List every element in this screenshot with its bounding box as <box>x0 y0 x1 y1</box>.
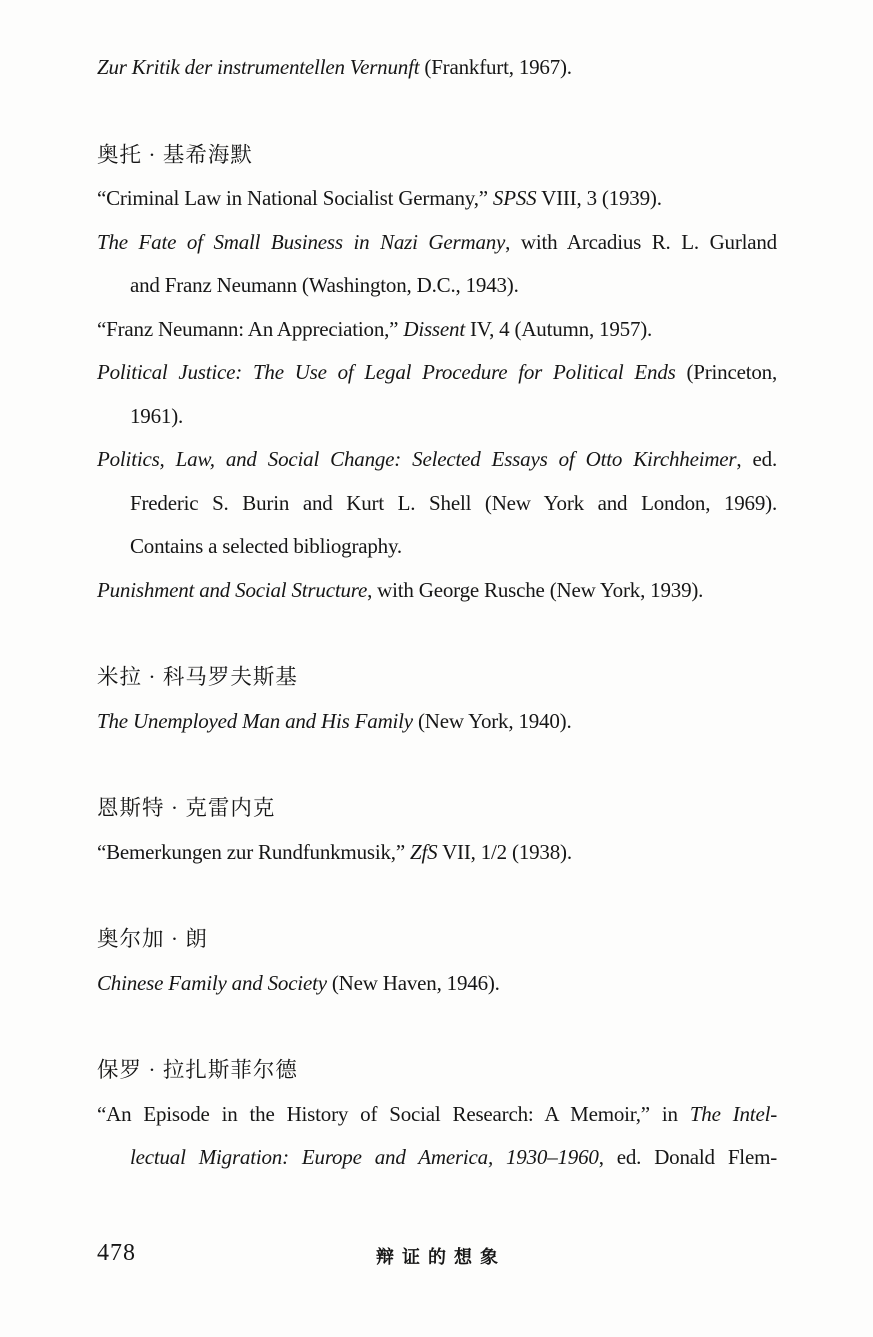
bib-text: VIII, 3 (1939). <box>536 186 662 210</box>
work-title: The Intel- <box>689 1101 777 1126</box>
bib-text: (Princeton, <box>675 360 777 384</box>
bib-entry-line <box>97 308 777 352</box>
bib-entry-line <box>97 569 777 613</box>
bib-text: “Criminal Law in National Socialist Germany,” <box>97 186 493 210</box>
bib-text: 1961). <box>130 403 184 428</box>
bib-text: Contains a selected bibliography. <box>130 534 402 558</box>
journal-title: ZfS <box>410 839 438 864</box>
bib-text: , ed. <box>736 447 777 471</box>
bib-entry-line <box>97 221 777 265</box>
page-footer <box>97 1240 777 1284</box>
bib-text: VII, 1/2 (1938). <box>437 839 572 864</box>
bib-entry-line <box>97 1136 777 1180</box>
page-number: 478 <box>97 1239 136 1266</box>
bib-entry-line <box>97 264 777 308</box>
bib-text: Frederic S. Burin and Kurt L. Shell (New York and London, 1969). <box>130 490 777 515</box>
journal-title: Dissent <box>403 316 465 341</box>
author-heading-komarovsky: 米拉 · 科马罗夫斯基 <box>97 665 298 689</box>
bib-text: “Bemerkungen zur Rundfunkmusik,” <box>97 839 410 864</box>
bib-entry-line <box>97 1093 777 1137</box>
bib-text: IV, 4 (Autumn, 1957). <box>464 316 653 341</box>
bib-text: , with Arcadius R. L. Gurland <box>505 229 777 254</box>
work-title: Zur Kritik der instrumentellen Vernunft <box>97 55 420 79</box>
bib-entry-line <box>97 482 777 526</box>
author-heading-krenek: 恩斯特 · 克雷内克 <box>97 796 276 820</box>
bib-text: , with George Rusche (New York, 1939). <box>367 577 704 602</box>
bib-entry-line <box>97 525 777 569</box>
author-heading-kirchheimer: 奥托 · 基希海默 <box>97 142 253 167</box>
running-title: 辩证的想象 <box>376 1246 506 1267</box>
bib-text: , ed. Donald Flem- <box>598 1145 777 1169</box>
bib-entry-line <box>97 351 777 395</box>
work-title: lectual Migration: Europe and America, 1930–1960 <box>130 1145 599 1169</box>
bib-entry-line <box>97 177 777 221</box>
bib-entry-line <box>97 831 777 875</box>
work-title: Political Justice: The Use of Legal Procedure for Political Ends <box>97 360 676 384</box>
bibliography-page-content <box>97 46 777 1284</box>
work-title: Politics, Law, and Social Change: Selected Essays of Otto Kirchheimer <box>97 447 737 471</box>
author-heading-lazarsfeld: 保罗 · 拉扎斯菲尔德 <box>97 1058 298 1082</box>
bib-text: (Frankfurt, 1967). <box>419 55 572 79</box>
bib-text: “An Episode in the History of Social Research: A Memoir,” in <box>97 1101 690 1126</box>
bib-text: (New Haven, 1946). <box>326 970 500 995</box>
bib-text: “Franz Neumann: An Appreciation,” <box>97 316 404 341</box>
bib-entry-line <box>97 46 777 90</box>
bib-entry-line <box>97 395 777 439</box>
journal-title: SPSS <box>492 186 537 210</box>
author-heading-lang: 奥尔加 · 朗 <box>97 927 208 951</box>
bib-text: (New York, 1940). <box>412 708 572 733</box>
bib-entry-line <box>97 700 777 744</box>
work-title: The Fate of Small Business in Nazi Germany <box>97 229 506 254</box>
work-title: Punishment and Social Structure <box>97 577 368 602</box>
bib-text: and Franz Neumann (Washington, D.C., 1943). <box>130 273 519 297</box>
work-title: Chinese Family and Society <box>97 970 327 995</box>
work-title: The Unemployed Man and His Family <box>97 708 413 733</box>
bib-entry-line <box>97 962 777 1006</box>
bib-entry-line <box>97 438 777 482</box>
